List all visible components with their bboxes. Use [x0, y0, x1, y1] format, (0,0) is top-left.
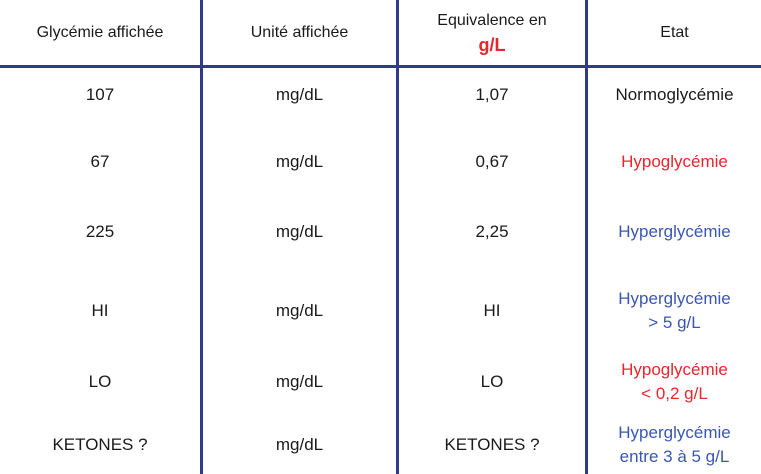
- etat-value: Hypoglycémie: [621, 360, 728, 379]
- row5-etat: [588, 356, 761, 408]
- glycemie-value: LO: [88, 372, 112, 391]
- row6-etat: [588, 420, 761, 470]
- etat-value: Hyperglycémie: [618, 423, 731, 442]
- row5-unite: [203, 356, 396, 408]
- unite-value: mg/dL: [275, 435, 324, 454]
- row4-unite: [203, 285, 396, 337]
- header-unite-label: Unité affichée: [250, 23, 349, 41]
- etat-value: Hyperglycémie: [618, 222, 731, 241]
- header-etat-label: Etat: [660, 23, 689, 41]
- row1-etat: [588, 75, 761, 115]
- row4-equivalence: [399, 285, 585, 337]
- unite-value: mg/dL: [275, 85, 324, 104]
- glycemie-value: HI: [91, 301, 109, 320]
- etat-value: Hypoglycémie: [621, 152, 728, 171]
- row3-unite: [203, 212, 396, 252]
- row1-unite: [203, 75, 396, 115]
- etat-value: Normoglycémie: [615, 85, 734, 104]
- row6-glycemie: [0, 420, 200, 470]
- row4-glycemie: [0, 285, 200, 337]
- row2-etat: [588, 142, 761, 182]
- equivalence-value: 1,07: [475, 85, 509, 104]
- row5-glycemie: [0, 356, 200, 408]
- etat-detail: > 5 g/L: [648, 313, 701, 332]
- row2-equivalence: [399, 142, 585, 182]
- row3-etat: [588, 212, 761, 252]
- header-equivalence-unit: g/L: [478, 34, 506, 55]
- row3-glycemie: [0, 212, 200, 252]
- etat-value: Hyperglycémie: [618, 289, 731, 308]
- equivalence-value: HI: [483, 301, 501, 320]
- header-divider: [0, 65, 761, 68]
- etat-detail: < 0,2 g/L: [641, 384, 708, 403]
- unite-value: mg/dL: [275, 222, 324, 241]
- row6-equivalence: [399, 420, 585, 470]
- header-glycemie-label: Glycémie affichée: [36, 23, 164, 41]
- unite-value: mg/dL: [275, 152, 324, 171]
- equivalence-value: 2,25: [475, 222, 509, 241]
- glycemie-value: 67: [90, 152, 110, 171]
- header-equivalence: [399, 0, 585, 65]
- row6-unite: [203, 420, 396, 470]
- equivalence-value: LO: [480, 372, 504, 391]
- header-unite: [203, 0, 396, 65]
- row5-equivalence: [399, 356, 585, 408]
- equivalence-value: 0,67: [475, 152, 509, 171]
- glycemie-value: 107: [85, 85, 115, 104]
- row3-equivalence: [399, 212, 585, 252]
- row2-unite: [203, 142, 396, 182]
- unite-value: mg/dL: [275, 372, 324, 391]
- header-equivalence-label: Equivalence en: [437, 11, 547, 29]
- row1-glycemie: [0, 75, 200, 115]
- unite-value: mg/dL: [275, 301, 324, 320]
- glycemie-value: KETONES ?: [52, 435, 148, 454]
- row4-etat: [588, 285, 761, 337]
- equivalence-value: KETONES ?: [444, 435, 540, 454]
- header-etat: [588, 0, 761, 65]
- header-glycemie: [0, 0, 200, 65]
- glycemie-value: 225: [85, 222, 115, 241]
- row2-glycemie: [0, 142, 200, 182]
- row1-equivalence: [399, 75, 585, 115]
- etat-detail: entre 3 à 5 g/L: [619, 447, 730, 466]
